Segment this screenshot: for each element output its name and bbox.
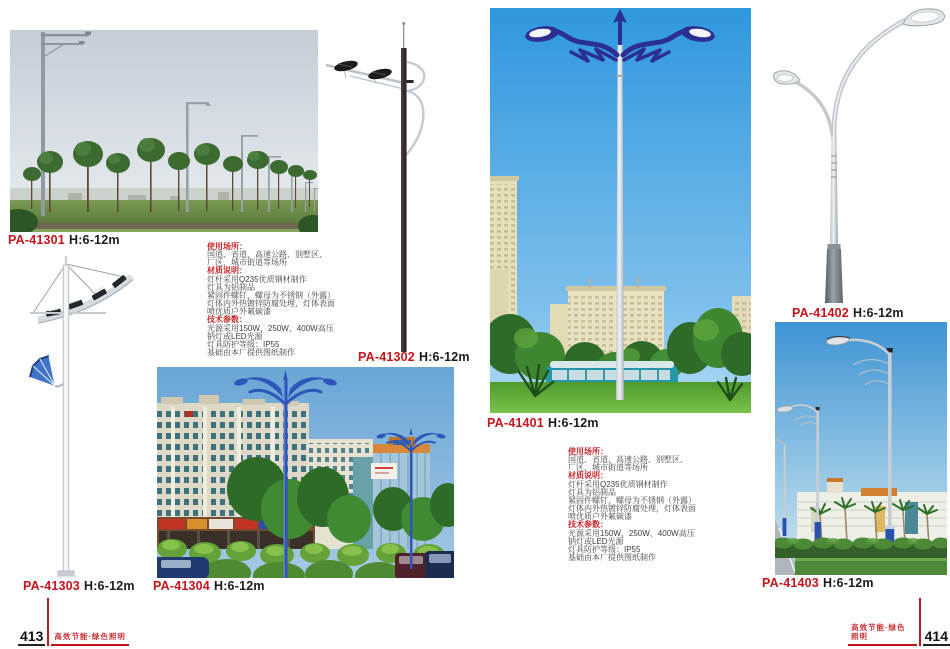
spec-line: 灯杆采用Q235优质钢材制作 [207,274,307,284]
footer-divider [919,598,921,646]
spec-line: 灯体内外热镀锌防腐处理，灯体表面 [207,299,335,309]
product-label-pa41401 [487,416,599,430]
product-code: PA-41303 [23,579,80,593]
product-image-pa41301 [10,30,318,232]
spec-line: 喷优质户外氟碳漆 [568,512,632,522]
spec-material-heading: 材质说明： [207,266,247,276]
spec-line: 国道、省道、高速公路、别墅区、 [568,455,688,465]
product-code: PA-41403 [762,576,819,590]
product-label-pa41302 [358,350,470,364]
product-code: PA-41304 [153,579,210,593]
product-code: PA-41302 [358,350,415,364]
spec-line: 钠灯或LED光源 [568,536,624,546]
finial [402,22,405,25]
floodlight-arc [38,275,132,323]
pa41303-drawing [2,255,142,581]
hedge [775,538,947,576]
product-label-pa41301 [8,233,120,247]
product-height: H:6-12m [213,579,265,593]
spec-line: 灯具防护等级：IP55 [568,544,641,554]
spec-line: 紧固件螺钉、螺母为不锈钢（外露） [568,495,696,505]
product-height: H:6-12m [68,233,120,247]
spec-line: 喷优质户外氟碳漆 [207,307,271,317]
field [10,200,318,226]
product-height: H:6-12m [822,576,874,590]
footer-divider [47,598,49,646]
spec-line: 紧固件螺钉、螺母为不锈钢（外露） [207,290,335,300]
page-footer-right [848,598,950,646]
product-height: H:6-12m [418,350,470,364]
main-arm [834,9,945,140]
page-number: 414 [924,628,948,644]
page-number: 413 [20,628,44,644]
spec-line: 基础由本厂提供图纸制作 [568,553,656,563]
pa41402-drawing [772,8,947,303]
product-height: H:6-12m [852,306,904,320]
spec-line: 灯具为铝制品 [207,282,255,292]
product-code: PA-41402 [792,306,849,320]
product-image-pa41304 [157,367,454,578]
pa41403-photo-illustration [775,322,947,575]
lamp-arm [326,59,404,89]
pole-base [825,244,843,303]
spec-block-right [568,448,710,562]
spec-line: 灯具防护等级：IP55 [207,339,280,349]
pa41304-photo-illustration [157,367,454,578]
footer-slogan: 高效节能·绿色照明 [51,632,129,646]
product-label-pa41403 [762,576,874,590]
spec-line: 灯体内外热镀锌防腐处理，灯体表面 [568,504,696,514]
product-code: PA-41401 [487,416,544,430]
grass-edge [10,229,318,232]
footer-slogan: 高效节能·绿色照明 [848,623,917,646]
product-image-pa41403 [775,322,947,575]
small-arm [774,71,833,140]
product-label-pa41303 [23,579,135,593]
spec-line: 厂区、城市街道等场所 [207,258,287,268]
spec-material-heading: 材质说明： [568,471,608,481]
spec-line: 基础由本厂提供图纸制作 [207,348,295,358]
fan-lamp [30,356,66,386]
product-label-pa41402 [792,306,904,320]
pole [830,136,838,248]
pa41401-photo-illustration [490,8,751,413]
spec-block-left [207,243,349,357]
spec-line: 灯杆采用Q235优质钢材制作 [568,479,668,489]
spec-tech-heading: 技术参数： [568,520,608,530]
product-code: PA-41301 [8,233,65,247]
spec-line: 灯具为铝制品 [568,487,616,497]
spec-line: 厂区、城市街道等场所 [568,463,648,473]
product-image-pa41303 [2,255,142,581]
product-label-pa41304 [153,579,265,593]
page-footer-left [18,598,129,646]
product-image-pa41401 [490,8,751,413]
pa41301-photo-illustration [10,30,318,232]
spec-line: 光源采用150W、250W、400W高压 [207,323,334,333]
spec-usage-heading: 使用场所： [207,242,247,251]
product-image-pa41402 [772,8,947,303]
product-height: H:6-12m [547,416,599,430]
spec-line: 国道、省道、高速公路、别墅区、 [207,250,327,260]
spec-usage-heading: 使用场所： [568,447,608,456]
spec-line: 光源采用150W、250W、400W高压 [568,528,695,538]
spec-line: 钠灯或LED光源 [207,331,263,341]
product-height: H:6-12m [83,579,135,593]
spec-tech-heading: 技术参数： [207,315,247,325]
scroll-ornaments [406,62,424,155]
